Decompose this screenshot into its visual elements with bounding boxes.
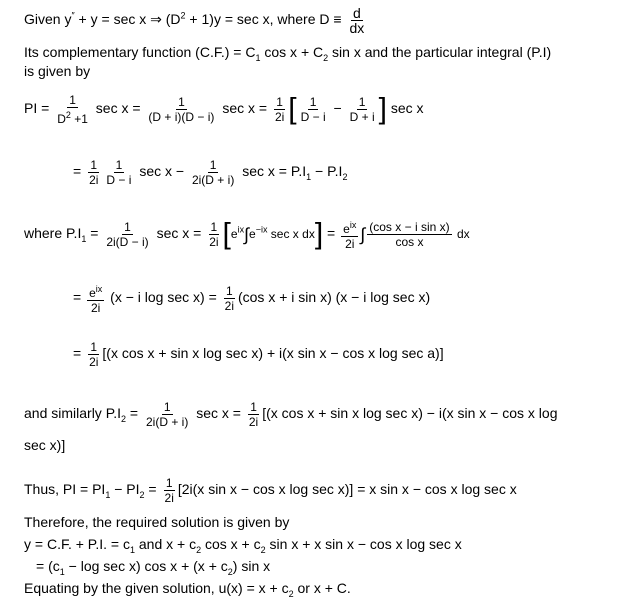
d-over-dx-fraction: $\frac{d}{dx}$: [349, 5, 365, 36]
line-therefore: Therefore, the required solution is given by: [24, 514, 290, 530]
line-given: Given y″ + y = sec x ⇒ $(D^2 + 1)y = \sec x$, where D ≡ $\frac{d}{dx}$: [24, 5, 365, 36]
fraction-eix-over-2i: $\frac{e^{ix}}{2i}$: [89, 284, 103, 315]
fraction-1-over-2i-d-minus-i: $\frac{1}{2i(D - i)}$: [106, 220, 149, 249]
fraction-1-over-d-minus-i: $\frac{1}{D - i}$: [300, 95, 326, 124]
fraction-1-over-2i-d-plus-i: $\frac{1}{2i(D + i)}$: [191, 158, 235, 187]
fraction-1-over-d-minus-i: $\frac{1}{D - i}$: [106, 158, 132, 187]
line-equating: Equating by the given solution, $u(x) = x + c_2$ or x + C.: [24, 580, 351, 599]
line-expansion-1: = $\frac{e^{ix}}{2i}$ (x − i log sec x) = $\frac{1}{2i}$ (cos x + i sin x) (x − i log sec x): [73, 284, 431, 315]
line-is-given-by: is given by: [24, 63, 91, 79]
fraction-1-over-2i: $\frac{1}{2i}$: [248, 400, 259, 429]
fraction-1-over-2i: $\frac{1}{2i}$: [224, 284, 234, 313]
line-similarly-pi2: and similarly $P.I_2$ = $\frac{1}{2i(D + i)}$ sec x = $\frac{1}{2i}$ [(x cos x + sin x log sec x) − i(x sin x − cos x log: [24, 400, 558, 429]
fraction-eix-over-2i: $\frac{e^{ix}}{2i}$: [343, 220, 357, 251]
fraction-1-over-d2-plus-1: $\frac{1}{D^2 +1}$: [57, 93, 88, 126]
line-similarly-continued: sec x)]: [24, 437, 66, 453]
fraction-cos-minus-isin-over-cos: $\frac{\text{(cos x − i sin x)}}{\text{cos x}}$: [369, 220, 450, 249]
line-solution-simplified: = $(c_1 - \log \sec x)$ $\cos x + (x + c_2)$ sin x: [36, 558, 271, 577]
line-pi-split: = $\frac{1}{2i}$ $\frac{1}{D - i}$ sec x − $\frac{1}{2i(D + i)}$ $\sec x = P.I_1 - P.I_2$: [73, 158, 348, 187]
fraction-1-over-2i: $\frac{1}{2i}$: [89, 158, 99, 187]
fraction-1-over-d-plus-i: $\frac{1}{D + i}$: [349, 95, 375, 124]
fraction-1-over-d-plus-i-d-minus-i: $\frac{1}{(D + i)(D - i)}$: [148, 95, 215, 124]
fraction-1-over-2i-d-plus-i: $\frac{1}{2i(D + i)}$: [146, 400, 189, 429]
line-where-pi1: where $P.I_1$ = $\frac{1}{2i(D - i)}$ sec x = $\frac{1}{2i}$ [$e^{ix}\int e^{-ix}$ sec x dx] = $\frac{e^{ix}}{2i}$ ∫ $\frac{\text{(cos x − i sin x)}}{\text{cos x}}$ dx: [24, 217, 470, 251]
line-thus-pi: Thus, PI = $PI_1 - PI_2$ = $\frac{1}{2i}$ [2i(x sin x − cos x log sec x)] = x sin x − cos x log sec x: [24, 476, 517, 505]
fraction-1-over-2i: $\frac{1}{2i}$: [209, 220, 219, 249]
line-expansion-2: = $\frac{1}{2i}$ [(x cos x + sin x log sec x) + i(x sin x − cos x log sec a)]: [73, 340, 444, 369]
fraction-1-over-2i: $\frac{1}{2i}$: [89, 340, 99, 369]
integral-sign: ∫: [360, 224, 366, 245]
fraction-1-over-2i: $\frac{1}{2i}$: [274, 95, 285, 124]
integral-sign: ∫: [244, 224, 250, 245]
fraction-1-over-2i: $\frac{1}{2i}$: [164, 476, 174, 505]
line-particular-integral: PI = $\frac{1}{D^2 +1}$ sec x = $\frac{1}{(D + i)(D - i)}$ sec x = $\frac{1}{2i}$ [ $\frac{1}{D - i}$ − $\frac{1}{D + i}$ ] sec x: [24, 92, 424, 126]
line-general-solution: y = C.F. + P.I. = $c_1$ and $x + c_2$ $\cos x + c_2$ sin x + x sin x − cos x log sec x: [24, 536, 462, 555]
line-complementary-function: Its complementary function $(C.F.) = C_1$ $\cos x + C_2$ sin x and the particular integral (P.I): [24, 44, 552, 63]
